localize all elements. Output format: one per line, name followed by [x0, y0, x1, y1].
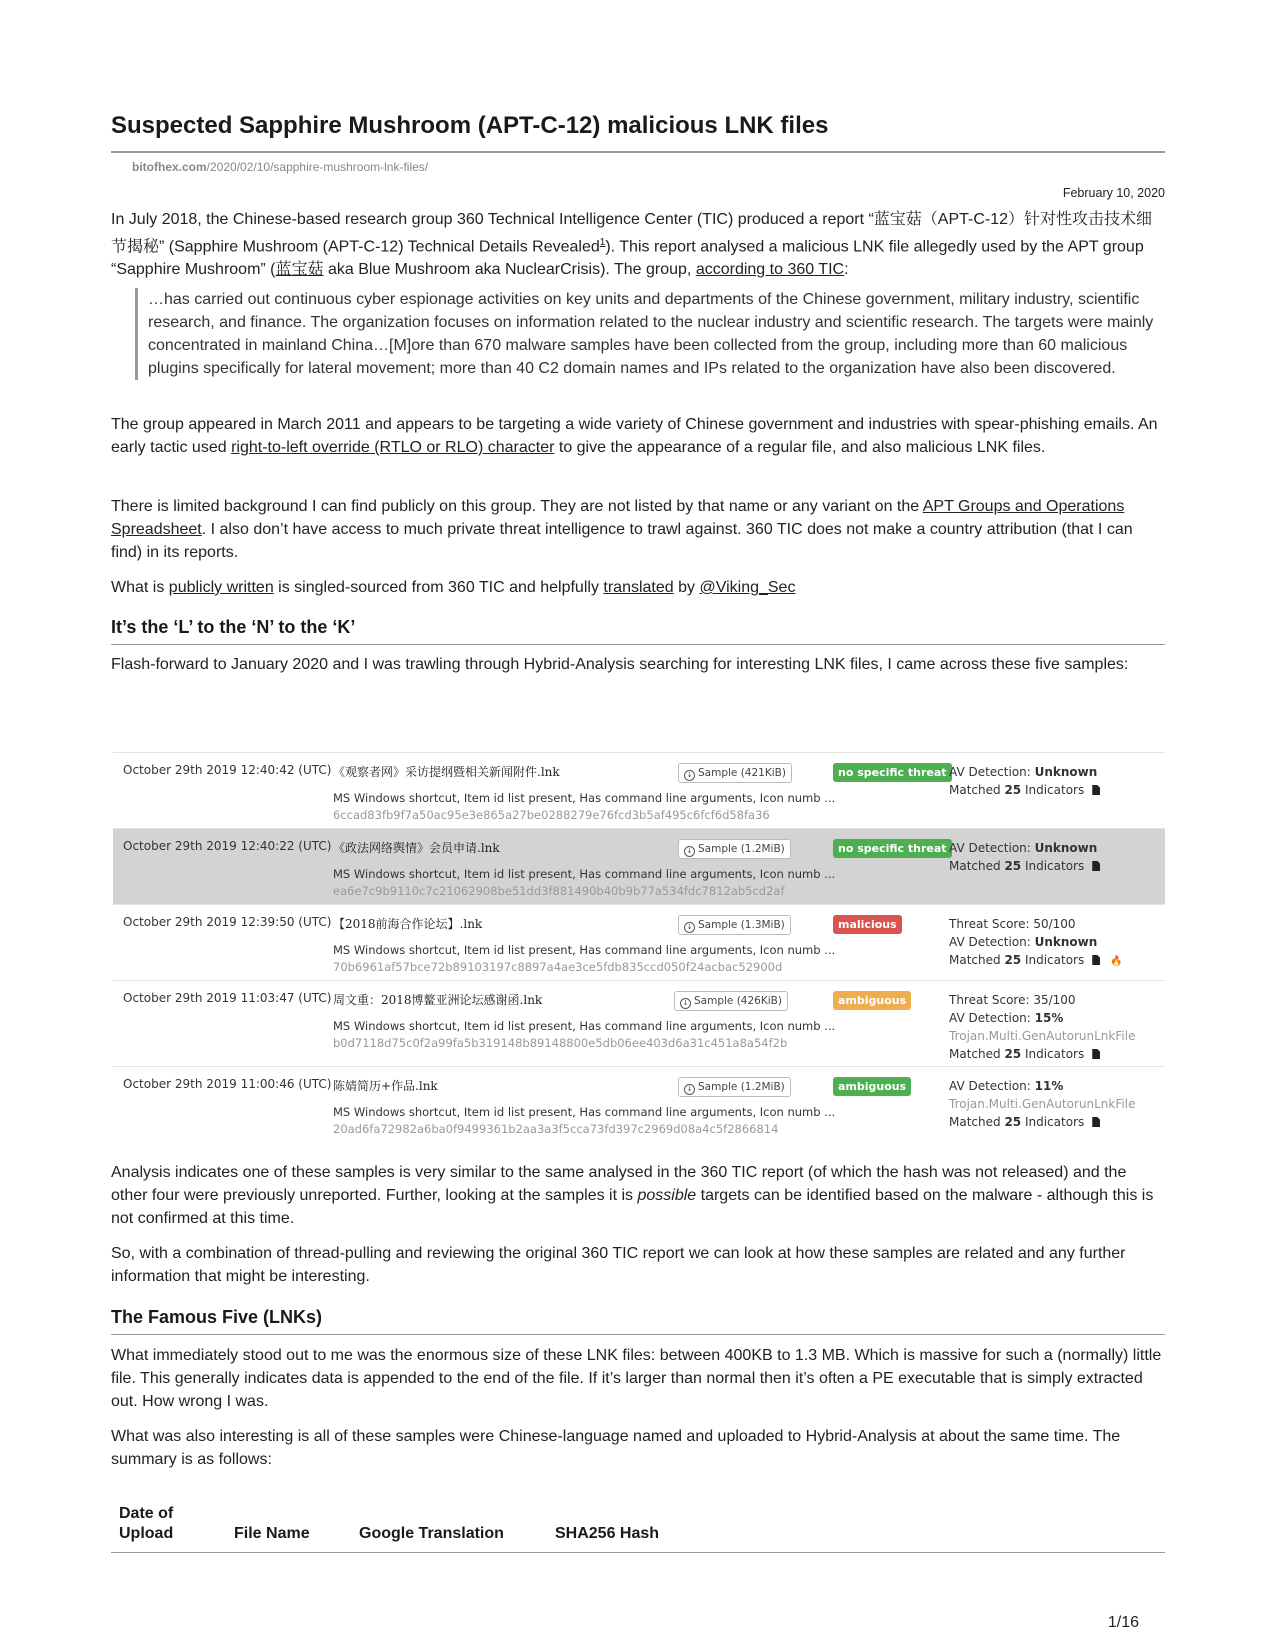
sample-row[interactable] — [113, 828, 1165, 904]
sample-info — [949, 1077, 1135, 1131]
samples-table — [113, 752, 1165, 1139]
written-text-1: What is — [111, 579, 169, 596]
analysis-emphasis: possible — [637, 1187, 697, 1204]
rtlo-link[interactable]: right-to-left override (RTLO or RLO) character — [231, 439, 555, 456]
av-label: AV Detection: — [949, 1079, 1035, 1093]
document-icon[interactable] — [1092, 1049, 1100, 1059]
matched-suffix: Indicators — [1021, 1115, 1085, 1129]
flame-icon[interactable]: 🔥 — [1110, 956, 1123, 967]
download-sample-button[interactable] — [678, 763, 792, 783]
section-divider — [111, 1334, 1165, 1335]
blockquote: …has carried out continuous cyber espionage activities on key units and departments of the Chinese government, military industry, scientific research, and finance. The organization focuses on information related to the nuclear industry and scientific research. The targets were mainly concentrated in mainland China…[M]ore than 670 malware samples have been collected from the group, including more than 60 malicious plugins specifically for lateral movement; more than 40 C2 domain names and IPs related to the organization have also been discovered. — [135, 288, 1158, 380]
matched-suffix: Indicators — [1021, 1047, 1085, 1061]
page-number: 1/16 — [1107, 1614, 1139, 1631]
col-date-line2: Upload — [119, 1525, 174, 1542]
matched-label: Matched — [949, 783, 1005, 797]
source-path: /2020/02/10/sapphire-mushroom-lnk-files/ — [206, 160, 429, 174]
footnote-link[interactable]: 1 — [599, 237, 606, 248]
summary-paragraph: What was also interesting is all of these samples were Chinese-language named and uploaded to Hybrid-Analysis at about the same time. The summary is as follows: — [111, 1428, 1121, 1468]
title-divider — [111, 151, 1165, 153]
threat-score: Threat Score: 50/100 — [949, 917, 1076, 931]
according-link[interactable]: according to 360 TIC — [695, 261, 845, 279]
sample-size: Sample (1.2MiB) — [698, 1081, 785, 1093]
intro-paragraph — [111, 208, 1165, 281]
sample-description: MS Windows shortcut, Item id list present, Has command line arguments, Icon numb ... — [333, 1105, 836, 1119]
download-icon: ↓ — [684, 770, 695, 781]
av-value: 15% — [1034, 1011, 1064, 1025]
sample-date: October 29th 2019 11:03:47 (UTC) — [123, 991, 332, 1005]
sample-hash[interactable]: 20ad6fa72982a6ba0f9499361b2aa3a3f5cca73fd397c2969d08a4c5f2866814 — [333, 1122, 779, 1136]
document-icon[interactable] — [1092, 1117, 1100, 1127]
sample-row[interactable] — [113, 752, 1165, 828]
sample-row[interactable] — [113, 1066, 1165, 1139]
written-text-3: by — [673, 579, 700, 596]
section-heading-lnk: It’s the ‘L’ to the ‘N’ to the ‘K’ — [111, 617, 356, 637]
group-text-1: The group appeared in March 2011 and appears to be targeting a wide variety of Chinese government and industries with spear-phishing emails. An early tactic used — [111, 416, 1158, 456]
verdict-badge: ambiguous — [833, 1077, 911, 1096]
source-url[interactable] — [132, 160, 428, 174]
sample-date: October 29th 2019 11:00:46 (UTC) — [123, 1077, 332, 1091]
mushroom-link[interactable]: 蓝宝菇 — [275, 261, 324, 279]
col-date-line1: Date of — [119, 1505, 174, 1522]
matched-count: 25 — [1004, 859, 1022, 873]
verdict-badge: malicious — [833, 915, 902, 934]
analysis-text-1: Analysis indicates one of these samples is very similar to the same analysed in the 360 TIC report (of which the hash was not released) and the other four were previously unreported. Further, looking at the samples it is — [111, 1164, 1127, 1204]
sample-date: October 29th 2019 12:40:42 (UTC) — [123, 763, 332, 777]
download-icon: ↓ — [680, 998, 691, 1009]
section-divider — [111, 644, 1165, 645]
sample-date: October 29th 2019 12:40:22 (UTC) — [123, 839, 332, 853]
malware-family: Trojan.Multi.GenAutorunLnkFile — [949, 1097, 1136, 1111]
matched-suffix: Indicators — [1021, 953, 1085, 967]
intro-text-2: ). This report analysed a malicious LNK file allegedly used by the APT group “Sapphire Mushroom” ( — [111, 238, 1144, 279]
download-icon: ↓ — [684, 922, 695, 933]
sample-hash[interactable]: ea6e7c9b9110c7c21062908be51dd3f881490b40b9b77a534fdc7812ab5cd2af — [333, 884, 785, 898]
av-label: AV Detection: — [949, 765, 1035, 779]
sample-size: Sample (426KiB) — [694, 995, 782, 1007]
background-text-1: There is limited background I can find publicly on this group. They are not listed by that name or any variant on the — [111, 498, 923, 515]
av-value: Unknown — [1034, 841, 1098, 855]
group-paragraph — [111, 413, 1165, 459]
viking-sec-link[interactable]: @Viking_Sec — [699, 579, 796, 596]
sample-info — [949, 991, 1135, 1063]
av-label: AV Detection: — [949, 1011, 1035, 1025]
matched-label: Matched — [949, 859, 1005, 873]
sample-size: Sample (1.3MiB) — [698, 919, 785, 931]
sample-description: MS Windows shortcut, Item id list present, Has command line arguments, Icon numb ... — [333, 791, 836, 805]
analysis-text-2: targets can be identified based on the malware - although this is not confirmed at this time. — [111, 1187, 1154, 1227]
translated-link[interactable]: translated — [603, 579, 674, 596]
download-sample-button[interactable] — [678, 915, 791, 935]
col-date-of-upload — [119, 1504, 173, 1544]
sample-size: Sample (1.2MiB) — [698, 843, 785, 855]
sample-info — [949, 763, 1100, 799]
threat-score: Threat Score: 35/100 — [949, 993, 1076, 1007]
document-icon[interactable] — [1092, 861, 1100, 871]
written-paragraph — [111, 576, 1165, 599]
sample-info — [949, 915, 1123, 971]
sample-size: Sample (421KiB) — [698, 767, 786, 779]
matched-count: 25 — [1004, 1047, 1022, 1061]
download-icon: ↓ — [684, 846, 695, 857]
verdict-badge: no specific threat — [833, 839, 952, 858]
matched-suffix: Indicators — [1021, 859, 1085, 873]
matched-count: 25 — [1004, 1115, 1022, 1129]
sample-row[interactable] — [113, 980, 1165, 1066]
apt-spreadsheet-link[interactable]: APT Groups and Operations Spreadsheet — [111, 498, 1125, 538]
col-google-translation: Google Translation — [359, 1525, 504, 1542]
sample-filename[interactable]: 陈婧简历+作品.lnk — [333, 1079, 438, 1093]
sample-hash[interactable]: 70b6961af57bce72b89103197c8897a4ae3ce5fdb835ccd050f24acbac52900d — [333, 960, 783, 974]
section-heading-famous-five: The Famous Five (LNKs) — [111, 1307, 323, 1327]
document-icon[interactable] — [1092, 785, 1100, 795]
av-value: Unknown — [1034, 765, 1098, 779]
sample-info — [949, 839, 1100, 875]
background-paragraph — [111, 495, 1165, 564]
sample-hash[interactable]: b0d7118d75c0f2a99fa5b319148b89148800e5db06ee403d6a31c451a8a54f2b — [333, 1036, 788, 1050]
malware-family: Trojan.Multi.GenAutorunLnkFile — [949, 1029, 1136, 1043]
size-paragraph: What immediately stood out to me was the enormous size of these LNK files: between 400KB to 1.3 MB. Which is massive for such a (normally) little file. This generally indicates data is appended to the end of the file. If it’s larger than normal then it’s often a PE executable that is simply extracted out. How wrong I was. — [111, 1347, 1162, 1410]
page-title: Suspected Sapphire Mushroom (APT-C-12) malicious LNK files — [111, 112, 829, 139]
verdict-badge: no specific threat — [833, 763, 952, 782]
download-sample-button[interactable] — [678, 839, 791, 859]
sample-date: October 29th 2019 12:39:50 (UTC) — [123, 915, 332, 929]
analysis-paragraph — [111, 1161, 1165, 1230]
matched-suffix: Indicators — [1021, 783, 1085, 797]
sample-filename[interactable]: 周文重：2018博鳌亚洲论坛感谢函.lnk — [333, 993, 543, 1007]
background-text-2: . I also don’t have access to much private threat intelligence to trawl against. 360 TIC does not make a country attribution (that I can find) in its reports. — [111, 521, 1133, 561]
intro-text-3: aka Blue Mushroom aka NuclearCrisis). The group, — [323, 261, 696, 279]
written-text-2: is singled-sourced from 360 TIC and helpfully — [273, 579, 604, 596]
combination-paragraph: So, with a combination of thread-pulling and reviewing the original 360 TIC report we can look at how these samples are related and any further information that might be interesting. — [111, 1245, 1126, 1285]
av-value: 11% — [1034, 1079, 1064, 1093]
av-label: AV Detection: — [949, 935, 1035, 949]
download-sample-button[interactable] — [678, 1077, 791, 1097]
sample-description: MS Windows shortcut, Item id list present, Has command line arguments, Icon numb ... — [333, 1019, 836, 1033]
document-icon[interactable] — [1092, 955, 1100, 965]
download-icon: ↓ — [684, 1084, 695, 1095]
intro-text-1: In July 2018, the Chinese-based research group 360 Technical Intelligence Center (TIC) produced a report “蓝宝菇（APT-C-12）针对性攻击技术细节揭秘” (Sapphire Mushroom (APT-C-12) Technical Details Revealed — [111, 211, 1153, 256]
sample-description: MS Windows shortcut, Item id list present, Has command line arguments, Icon numb ... — [333, 943, 836, 957]
sample-filename[interactable]: 《政法网络舆情》会员申请.lnk — [333, 841, 500, 855]
sample-hash[interactable]: 6ccad83fb9f7a50ac95e3e865a27be0288279e76fcd3b5af495c6fcf6d58fa36 — [333, 808, 770, 822]
post-date: February 10, 2020 — [1062, 186, 1165, 200]
col-file-name: File Name — [234, 1525, 310, 1542]
flash-paragraph: Flash-forward to January 2020 and I was trawling through Hybrid-Analysis searching for interesting LNK files, I came across these five samples: — [111, 656, 1129, 673]
av-label: AV Detection: — [949, 841, 1035, 855]
group-text-2: to give the appearance of a regular file, and also malicious LNK files. — [554, 439, 1046, 456]
summary-table-header — [111, 1500, 1165, 1553]
matched-label: Matched — [949, 953, 1005, 967]
sample-filename[interactable]: 《观察者网》采访提纲暨相关新闻附件.lnk — [333, 765, 560, 779]
matched-label: Matched — [949, 1047, 1005, 1061]
intro-text-end: : — [844, 261, 849, 279]
verdict-badge: ambiguous — [833, 991, 911, 1010]
sample-description: MS Windows shortcut, Item id list present, Has command line arguments, Icon numb ... — [333, 867, 836, 881]
sample-row[interactable] — [113, 904, 1165, 980]
matched-count: 25 — [1004, 953, 1022, 967]
sample-filename[interactable]: 【2018前海合作论坛】.lnk — [333, 917, 483, 931]
publicly-written-link[interactable]: publicly written — [168, 579, 274, 596]
source-domain: bitofhex.com — [132, 160, 207, 174]
matched-count: 25 — [1004, 783, 1022, 797]
av-value: Unknown — [1034, 935, 1098, 949]
col-sha256-hash: SHA256 Hash — [555, 1525, 660, 1542]
matched-label: Matched — [949, 1115, 1005, 1129]
download-sample-button[interactable] — [674, 991, 788, 1011]
